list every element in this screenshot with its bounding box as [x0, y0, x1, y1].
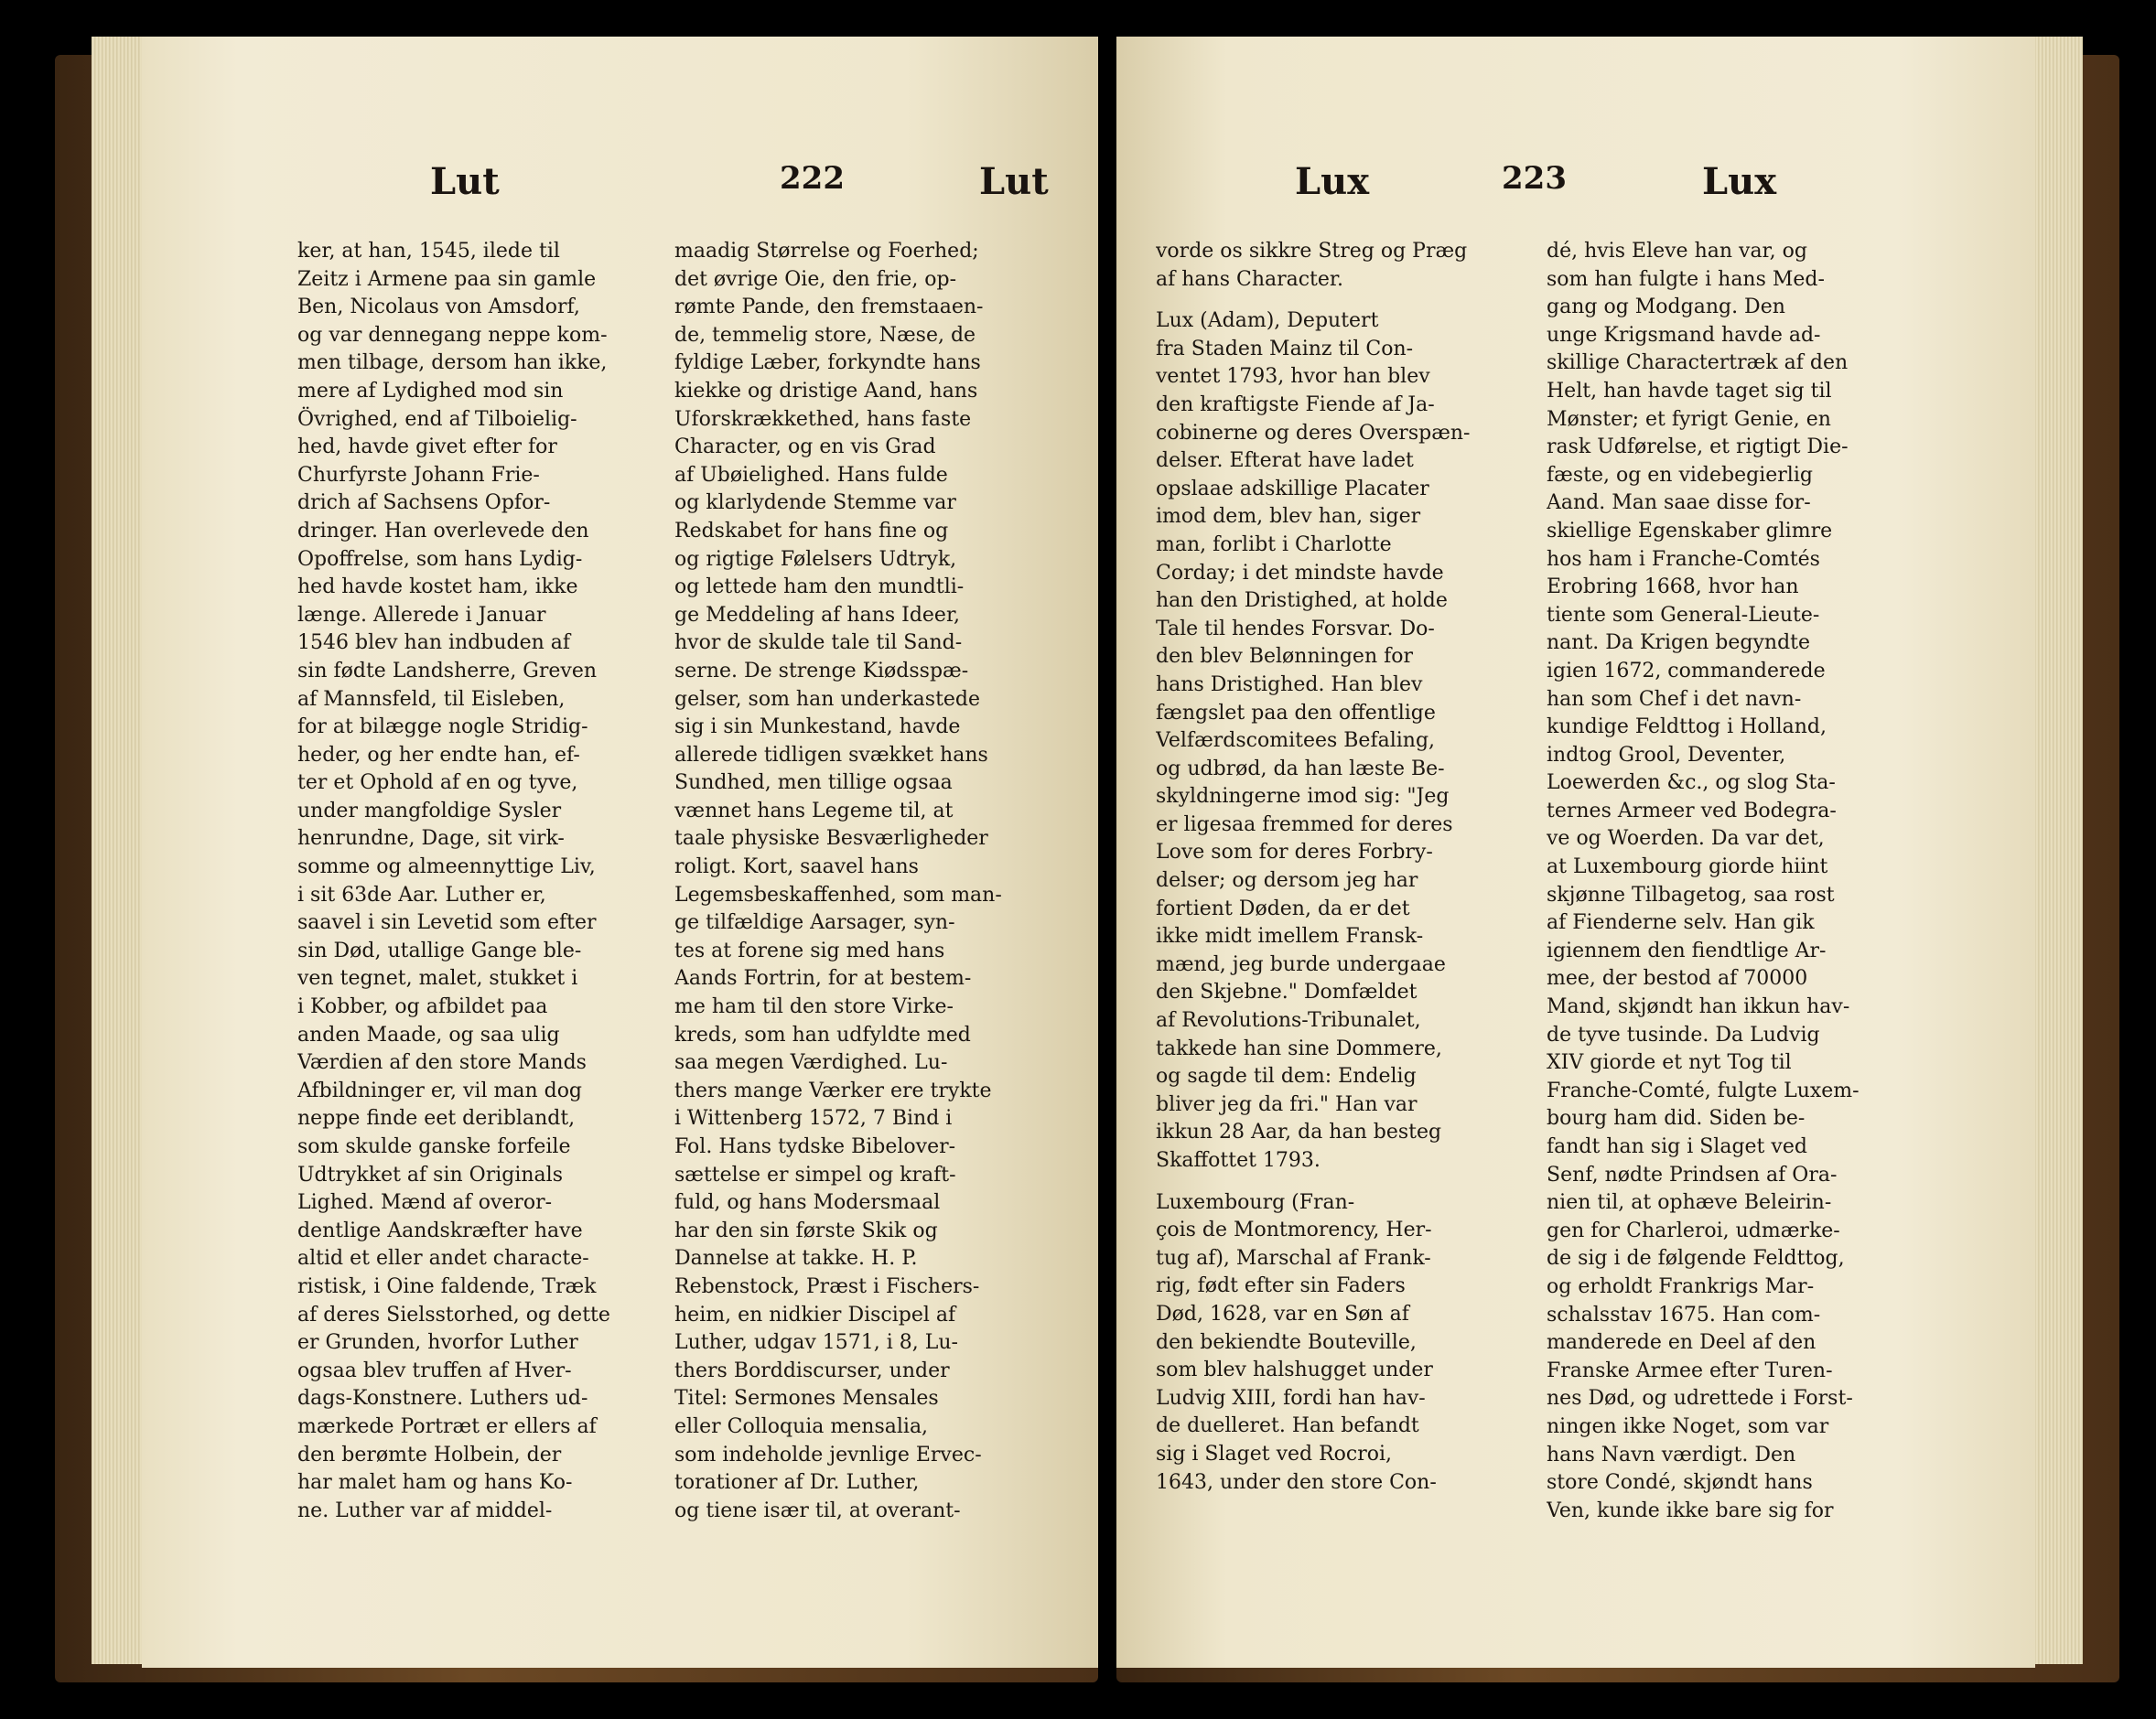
- text-line: og var dennegang neppe kom-: [297, 323, 608, 347]
- text-line: men tilbage, dersom han ikke,: [297, 351, 608, 375]
- text-column: [1156, 238, 1506, 1497]
- text-line: rømte Pande, den fremstaaen-: [674, 295, 984, 319]
- text-line: me ham til den store Virke-: [674, 995, 954, 1019]
- text-line: Ludvig XIII, fordi han hav-: [1156, 1386, 1426, 1410]
- text-line: ikke midt imellem Fransk-: [1156, 925, 1424, 949]
- text-line: hed havde kostet ham, ikke: [297, 575, 578, 599]
- text-line: nant. Da Krigen begyndte: [1547, 631, 1811, 655]
- text-line: Lux (Adam), Deputert: [1156, 309, 1379, 333]
- text-line: man, forlibt i Charlotte: [1156, 532, 1392, 556]
- text-line: det øvrige Oie, den frie, op-: [674, 267, 957, 291]
- text-line: ristisk, i Oine faldende, Træk: [297, 1274, 597, 1298]
- text-line: ternes Armeer ved Bodegra-: [1547, 799, 1837, 822]
- text-line: den Skjebne." Domfældet: [1156, 981, 1418, 1005]
- text-line: under mangfoldige Sysler: [297, 799, 562, 822]
- text-line: Lighed. Mænd af overor-: [297, 1191, 553, 1215]
- text-line: skiellige Egenskaber glimre: [1547, 519, 1833, 543]
- text-line: som skulde ganske forfeile: [297, 1135, 571, 1158]
- text-line: indtog Grool, Deventer,: [1547, 743, 1786, 767]
- text-line: har malet ham og hans Ko-: [297, 1471, 573, 1495]
- text-line: Sundhed, men tillige ogsaa: [674, 771, 953, 795]
- text-line: dentlige Aandskræfter have: [297, 1219, 583, 1242]
- text-line: ter et Ophold af en og tyve,: [297, 771, 578, 795]
- text-line: delser; og dersom jeg har: [1156, 869, 1418, 893]
- text-line: skjønne Tilbagetog, saa rost: [1547, 883, 1835, 907]
- text-line: Aands Fortrin, for at bestem-: [674, 967, 972, 991]
- text-line: Erobring 1668, hvor han: [1547, 575, 1799, 599]
- text-line: af Revolutions-Tribunalet,: [1156, 1009, 1421, 1033]
- text-line: dé, hvis Eleve han var, og: [1547, 240, 1807, 263]
- text-line: heder, og her endte han, ef-: [297, 743, 580, 767]
- text-line: har den sin første Skik og: [674, 1219, 938, 1242]
- right-page-header: [1116, 124, 2035, 206]
- text-line: imod dem, blev han, siger: [1156, 505, 1421, 529]
- text-line: [1156, 1176, 1506, 1189]
- text-line: igien 1672, commanderede: [1547, 659, 1826, 682]
- text-column: [1547, 238, 1900, 1525]
- text-line: de tyve tusinde. Da Ludvig: [1547, 1023, 1820, 1047]
- text-line: tiente som General-Lieute-: [1547, 603, 1820, 627]
- text-line: rig, født efter sin Faders: [1156, 1274, 1406, 1298]
- text-line: skyldningerne imod sig: "Jeg: [1156, 785, 1450, 809]
- text-line: de duelleret. Han befandt: [1156, 1414, 1419, 1438]
- text-line: 1546 blev han indbuden af: [297, 631, 571, 655]
- text-line: at Luxembourg giorde hiint: [1547, 855, 1828, 879]
- text-line: og tiene især til, at overant-: [674, 1499, 961, 1522]
- running-head-right: Lux: [1702, 160, 1777, 203]
- right-page: [1116, 0, 2156, 1719]
- text-line: den bekiendte Bouteville,: [1156, 1330, 1417, 1354]
- text-line: Mønster; et fyrigt Genie, en: [1547, 407, 1831, 431]
- text-line: kundige Feldttog i Holland,: [1547, 715, 1827, 739]
- text-line: Afbildninger er, vil man dog: [297, 1079, 583, 1102]
- text-line: hos ham i Franche-Comtés: [1547, 547, 1820, 571]
- text-line: ge Meddeling af hans Ideer,: [674, 603, 961, 627]
- text-line: i Wittenberg 1572, 7 Bind i: [674, 1107, 953, 1131]
- page-edges-left: [92, 37, 146, 1664]
- text-line: Luther, udgav 1571, i 8, Lu-: [674, 1331, 958, 1355]
- text-line: torationer af Dr. Luther,: [674, 1471, 920, 1495]
- text-line: sin fødte Landsherre, Greven: [297, 659, 598, 682]
- text-line: Churfyrste Johann Frie-: [297, 463, 540, 487]
- text-line: sin Død, utallige Gange ble-: [297, 939, 582, 962]
- scan-divider: [1107, 0, 1111, 1719]
- text-line: delser. Efterat have ladet: [1156, 449, 1414, 473]
- text-line: mærkede Portræt er ellers af: [297, 1414, 597, 1438]
- page-number: 223: [1502, 160, 1567, 197]
- text-line: er ligesaa fremmed for deres: [1156, 812, 1453, 836]
- text-line: de, temmelig store, Næse, de: [674, 323, 976, 347]
- text-line: Zeitz i Armene paa sin gamle: [297, 267, 597, 291]
- text-line: kiekke og dristige Aand, hans: [674, 379, 978, 403]
- text-line: i Kobber, og afbildet paa: [297, 995, 548, 1019]
- text-line: af hans Character.: [1156, 267, 1344, 291]
- text-line: somme og almeennyttige Liv,: [297, 855, 596, 879]
- text-line: af Mannsfeld, til Eisleben,: [297, 687, 566, 711]
- text-line: Legemsbeskaffenhed, som man-: [674, 883, 1002, 907]
- text-column: [297, 238, 641, 1525]
- text-line: mænd, jeg burde undergaae: [1156, 952, 1446, 976]
- text-line: ge tilfældige Aarsager, syn-: [674, 911, 955, 935]
- text-line: fra Staden Mainz til Con-: [1156, 337, 1414, 360]
- text-line: neppe finde eet deriblandt,: [297, 1107, 576, 1131]
- text-line: er Grunden, hvorfor Luther: [297, 1331, 578, 1355]
- text-line: unge Krigsmand havde ad-: [1547, 323, 1821, 347]
- text-line: sig i sin Munkestand, havde: [674, 715, 961, 739]
- text-line: serne. De strenge Kiødsspæ-: [674, 659, 969, 682]
- text-line: mere af Lydighed mod sin: [297, 379, 564, 403]
- text-line: Mand, skjøndt han ikkun hav-: [1547, 995, 1850, 1019]
- text-line: ve og Woerden. Da var det,: [1547, 827, 1825, 851]
- text-line: drich af Sachsens Opfor-: [297, 491, 551, 515]
- text-line: som blev halshugget under: [1156, 1359, 1433, 1382]
- text-line: Senf, nødte Prindsen af Ora-: [1547, 1163, 1838, 1187]
- text-line: Ven, kunde ikke bare sig for: [1547, 1499, 1834, 1522]
- text-line: heim, en nidkier Discipel af: [674, 1303, 956, 1327]
- text-line: nes Død, og udrettede i Forst-: [1547, 1387, 1853, 1411]
- text-line: store Condé, skjøndt hans: [1547, 1471, 1813, 1495]
- text-line: den blev Belønningen for: [1156, 645, 1414, 669]
- text-line: Loewerden &c., og slog Sta-: [1547, 771, 1836, 795]
- text-line: Aand. Man saae disse for-: [1547, 491, 1811, 515]
- text-line: Franche-Comté, fulgte Luxem-: [1547, 1079, 1860, 1102]
- text-line: i sit 63de Aar. Luther er,: [297, 883, 546, 907]
- text-line: fortient Døden, da er det: [1156, 897, 1410, 920]
- text-line: thers Borddiscurser, under: [674, 1359, 950, 1382]
- text-line: og klarlydende Stemme var: [674, 491, 956, 515]
- text-line: og erholdt Frankrigs Mar-: [1547, 1274, 1815, 1298]
- text-line: af Ubøielighed. Hans fulde: [674, 463, 948, 487]
- text-line: ker, at han, 1545, ilede til: [297, 240, 560, 263]
- text-line: hvor de skulde tale til Sand-: [674, 631, 963, 655]
- text-line: saavel i sin Levetid som efter: [297, 911, 597, 935]
- text-line: thers mange Værker ere trykte: [674, 1079, 992, 1102]
- text-line: Love som for deres Forbry-: [1156, 841, 1433, 865]
- text-line: tug af), Marschal af Frank-: [1156, 1246, 1431, 1270]
- text-line: vorde os sikkre Streg og Præg: [1156, 240, 1468, 263]
- text-line: og rigtige Følelsers Udtryk,: [674, 547, 957, 571]
- text-line: Udtrykket af sin Originals: [297, 1163, 563, 1187]
- text-line: Uforskrækkethed, hans faste: [674, 407, 972, 431]
- left-page-header: [142, 124, 1098, 206]
- text-line: hans Navn værdigt. Den: [1547, 1443, 1796, 1467]
- text-line: [1156, 294, 1506, 307]
- text-line: opslaae adskillige Placater: [1156, 477, 1429, 500]
- text-line: den berømte Holbein, der: [297, 1443, 562, 1467]
- text-line: Titel: Sermones Mensales: [674, 1387, 939, 1411]
- running-head-left: Lut: [430, 160, 500, 203]
- text-line: manderede en Deel af den: [1547, 1331, 1816, 1355]
- text-line: altid et eller andet characte-: [297, 1247, 589, 1271]
- text-column: [674, 238, 1022, 1525]
- text-line: Velfærdscomitees Befaling,: [1156, 729, 1436, 753]
- text-line: Övrighed, end af Tilboielig-: [297, 407, 577, 431]
- text-line: ne. Luther var af middel-: [297, 1499, 553, 1522]
- text-line: Luxembourg (Fran-: [1156, 1190, 1355, 1214]
- text-line: 1643, under den store Con-: [1156, 1470, 1437, 1494]
- text-line: kreds, som han udfyldte med: [674, 1023, 971, 1047]
- text-line: takkede han sine Dommere,: [1156, 1037, 1442, 1060]
- text-line: og sagde til dem: Endelig: [1156, 1065, 1417, 1089]
- text-line: çois de Montmorency, Her-: [1156, 1219, 1432, 1242]
- text-line: allerede tidligen svækket hans: [674, 743, 988, 767]
- text-line: cobinerne og deres Overspæn-: [1156, 421, 1471, 445]
- page-edges-right: [2032, 37, 2083, 1664]
- text-line: igiennem den fiendtlige Ar-: [1547, 939, 1827, 962]
- text-line: Opoffrelse, som hans Lydig-: [297, 547, 583, 571]
- text-line: ogsaa blev truffen af Hver-: [297, 1359, 572, 1382]
- text-line: fyldige Læber, forkyndte hans: [674, 351, 981, 375]
- text-line: og udbrød, da han læste Be-: [1156, 757, 1445, 780]
- text-line: nien til, at ophæve Beleirin-: [1547, 1191, 1832, 1215]
- running-head-right: Lut: [979, 160, 1049, 203]
- text-line: Character, og en vis Grad: [674, 435, 936, 459]
- text-line: Helt, han havde taget sig til: [1547, 379, 1832, 403]
- text-line: Værdien af den store Mands: [297, 1051, 587, 1075]
- text-line: bliver jeg da fri." Han var: [1156, 1092, 1418, 1116]
- text-line: anden Maade, og saa ulig: [297, 1023, 560, 1047]
- running-head-left: Lux: [1295, 160, 1370, 203]
- text-line: Dannelse at takke. H. P.: [674, 1247, 918, 1271]
- text-line: sig i Slaget ved Rocroi,: [1156, 1442, 1393, 1466]
- text-line: Rebenstock, Præst i Fischers-: [674, 1274, 980, 1298]
- page-number: 222: [780, 160, 845, 197]
- text-line: skillige Charactertræk af den: [1547, 351, 1849, 375]
- text-line: fængslet paa den offentlige: [1156, 701, 1436, 725]
- text-line: hans Dristighed. Han blev: [1156, 672, 1423, 696]
- text-line: roligt. Kort, saavel hans: [674, 855, 919, 879]
- text-line: taale physiske Besværligheder: [674, 827, 988, 851]
- text-line: bourg ham did. Siden be-: [1547, 1107, 1806, 1131]
- text-line: Tale til hendes Forsvar. Do-: [1156, 617, 1435, 640]
- text-line: Franske Armee efter Turen-: [1547, 1359, 1833, 1382]
- text-line: gang og Modgang. Den: [1547, 295, 1785, 319]
- text-line: schalsstav 1675. Han com-: [1547, 1303, 1821, 1327]
- text-line: Skaffottet 1793.: [1156, 1149, 1321, 1172]
- text-line: som han fulgte i hans Med-: [1547, 267, 1825, 291]
- text-line: henrundne, Dage, sit virk-: [297, 827, 565, 851]
- text-line: den kraftigste Fiende af Ja-: [1156, 392, 1435, 416]
- text-line: mee, der bestod af 70000: [1547, 967, 1808, 991]
- text-line: sættelse er simpel og kraft-: [674, 1163, 956, 1187]
- text-line: gelser, som han underkastede: [674, 687, 981, 711]
- text-line: ningen ikke Noget, som var: [1547, 1414, 1829, 1438]
- text-line: ven tegnet, malet, stukket i: [297, 967, 578, 991]
- text-line: han som Chef i det navn-: [1547, 687, 1802, 711]
- text-line: de sig i de følgende Feldttog,: [1547, 1247, 1845, 1271]
- right-page-paper: [1116, 37, 2035, 1668]
- text-line: fandt han sig i Slaget ved: [1547, 1135, 1807, 1158]
- text-line: for at bilægge nogle Stridig-: [297, 715, 588, 739]
- text-line: dags-Konstnere. Luthers ud-: [297, 1387, 588, 1411]
- text-line: fuld, og hans Modersmaal: [674, 1191, 941, 1215]
- text-line: af deres Sielsstorhed, og dette: [297, 1303, 610, 1327]
- text-line: XIV giorde et nyt Tog til: [1547, 1051, 1792, 1075]
- left-page-paper: [142, 37, 1098, 1668]
- text-line: dringer. Han overlevede den: [297, 519, 589, 543]
- text-line: som indeholde jevnlige Ervec-: [674, 1443, 982, 1467]
- text-line: og lettede ham den mundtli-: [674, 575, 965, 599]
- text-line: han den Dristighed, at holde: [1156, 589, 1448, 613]
- text-line: Ben, Nicolaus von Amsdorf,: [297, 295, 580, 319]
- text-line: af Fienderne selv. Han gik: [1547, 911, 1815, 935]
- text-line: fæste, og en videbegierlig: [1547, 463, 1813, 487]
- text-line: Fol. Hans tydske Bibelover-: [674, 1135, 956, 1158]
- text-line: eller Colloquia mensalia,: [674, 1414, 929, 1438]
- text-line: maadig Størrelse og Foerhed;: [674, 240, 979, 263]
- text-line: ikkun 28 Aar, da han besteg: [1156, 1121, 1442, 1144]
- text-line: længe. Allerede i Januar: [297, 603, 546, 627]
- text-line: ventet 1793, hvor han blev: [1156, 365, 1430, 389]
- text-line: rask Udførelse, et rigtigt Die-: [1547, 435, 1849, 459]
- text-line: tes at forene sig med hans: [674, 939, 945, 962]
- text-line: vænnet hans Legeme til, at: [674, 799, 954, 822]
- text-line: gen for Charleroi, udmærke-: [1547, 1219, 1840, 1242]
- text-line: Død, 1628, var en Søn af: [1156, 1302, 1409, 1326]
- text-line: hed, havde givet efter for: [297, 435, 557, 459]
- text-line: Redskabet for hans fine og: [674, 519, 949, 543]
- text-line: saa megen Værdighed. Lu-: [674, 1051, 948, 1075]
- text-line: Corday; i det mindste havde: [1156, 561, 1444, 585]
